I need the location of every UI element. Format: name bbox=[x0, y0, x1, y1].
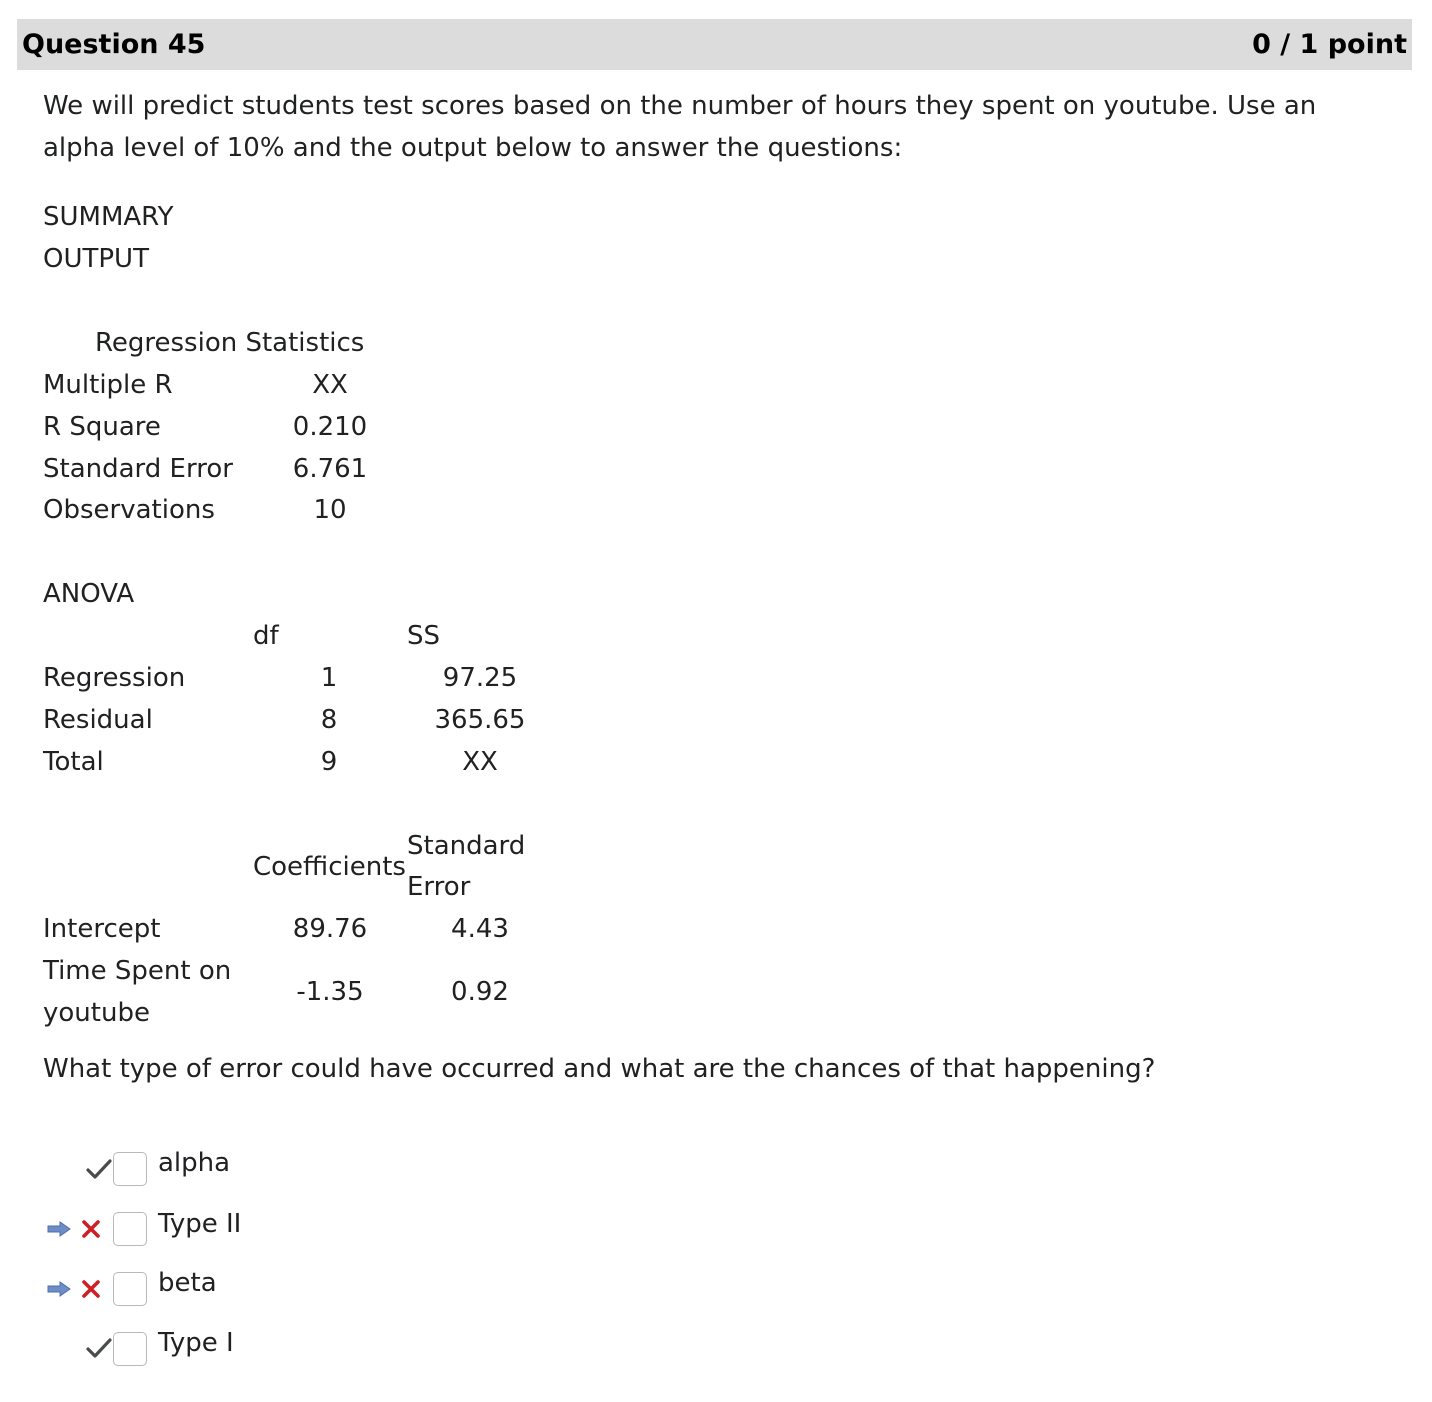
regression-stats-heading: Regression Statistics bbox=[95, 328, 365, 358]
check-icon bbox=[86, 1337, 112, 1359]
option-checkbox-alpha[interactable] bbox=[113, 1152, 147, 1186]
coef-value-intercept: 89.76 bbox=[292, 914, 368, 944]
question-points: 0 / 1 point bbox=[1252, 29, 1407, 60]
stat-label-multiple-r: Multiple R bbox=[43, 370, 173, 400]
option-checkbox-beta[interactable] bbox=[113, 1272, 147, 1306]
question-title: Question 45 bbox=[22, 29, 206, 60]
anova-col-ss: SS bbox=[407, 621, 441, 651]
summary-label-line1: SUMMARY bbox=[43, 202, 174, 232]
anova-row-label-residual: Residual bbox=[43, 705, 153, 735]
anova-row-label-total: Total bbox=[43, 747, 104, 777]
check-icon bbox=[86, 1158, 112, 1180]
option-checkbox-type-i[interactable] bbox=[113, 1332, 147, 1366]
option-label-beta[interactable]: beta bbox=[158, 1268, 217, 1298]
stat-value-r-square: 0.210 bbox=[292, 412, 368, 442]
coef-se-time: 0.92 bbox=[451, 977, 509, 1007]
stat-value-observations: 10 bbox=[313, 495, 347, 525]
anova-col-df: df bbox=[253, 621, 279, 651]
coef-row-label-time-line2: youtube bbox=[43, 998, 150, 1028]
x-icon bbox=[81, 1219, 101, 1239]
coef-col-coefficients: Coefficients bbox=[253, 852, 406, 882]
summary-label-line2: OUTPUT bbox=[43, 244, 149, 274]
question-prompt: What type of error could have occurred and what are the chances of that happening? bbox=[43, 1054, 1156, 1084]
anova-heading: ANOVA bbox=[43, 579, 135, 609]
coef-row-label-time-line1: Time Spent on bbox=[43, 956, 232, 986]
anova-df-regression: 1 bbox=[320, 663, 338, 693]
option-checkbox-type-ii[interactable] bbox=[113, 1212, 147, 1246]
option-label-alpha[interactable]: alpha bbox=[158, 1148, 231, 1178]
option-label-type-i[interactable]: Type I bbox=[158, 1328, 234, 1358]
coef-value-time: -1.35 bbox=[296, 977, 364, 1007]
stat-label-standard-error: Standard Error bbox=[43, 454, 233, 484]
coef-se-intercept: 4.43 bbox=[451, 914, 509, 944]
coef-col-se-line2: Error bbox=[407, 872, 471, 902]
question-header bbox=[17, 19, 1412, 70]
question-intro: We will predict students test scores based on the number of hours they spent on youtube. Use an alpha level of 10% and the output below to answer the questions: bbox=[43, 91, 1317, 163]
anova-df-residual: 8 bbox=[320, 705, 338, 735]
stat-value-multiple-r: XX bbox=[312, 370, 348, 400]
anova-ss-residual: 365.65 bbox=[434, 705, 526, 735]
x-icon bbox=[81, 1279, 101, 1299]
anova-ss-total: XX bbox=[462, 747, 498, 777]
coef-col-se-line1: Standard bbox=[407, 831, 526, 861]
coef-row-label-intercept: Intercept bbox=[43, 914, 161, 944]
stat-value-standard-error: 6.761 bbox=[292, 454, 368, 484]
anova-df-total: 9 bbox=[320, 747, 338, 777]
stat-label-observations: Observations bbox=[43, 495, 215, 525]
option-label-type-ii[interactable]: Type II bbox=[158, 1209, 242, 1239]
stat-label-r-square: R Square bbox=[43, 412, 161, 442]
anova-ss-regression: 97.25 bbox=[442, 663, 518, 693]
arrow-right-icon bbox=[46, 1281, 72, 1297]
anova-row-label-regression: Regression bbox=[43, 663, 186, 693]
arrow-right-icon bbox=[46, 1221, 72, 1237]
